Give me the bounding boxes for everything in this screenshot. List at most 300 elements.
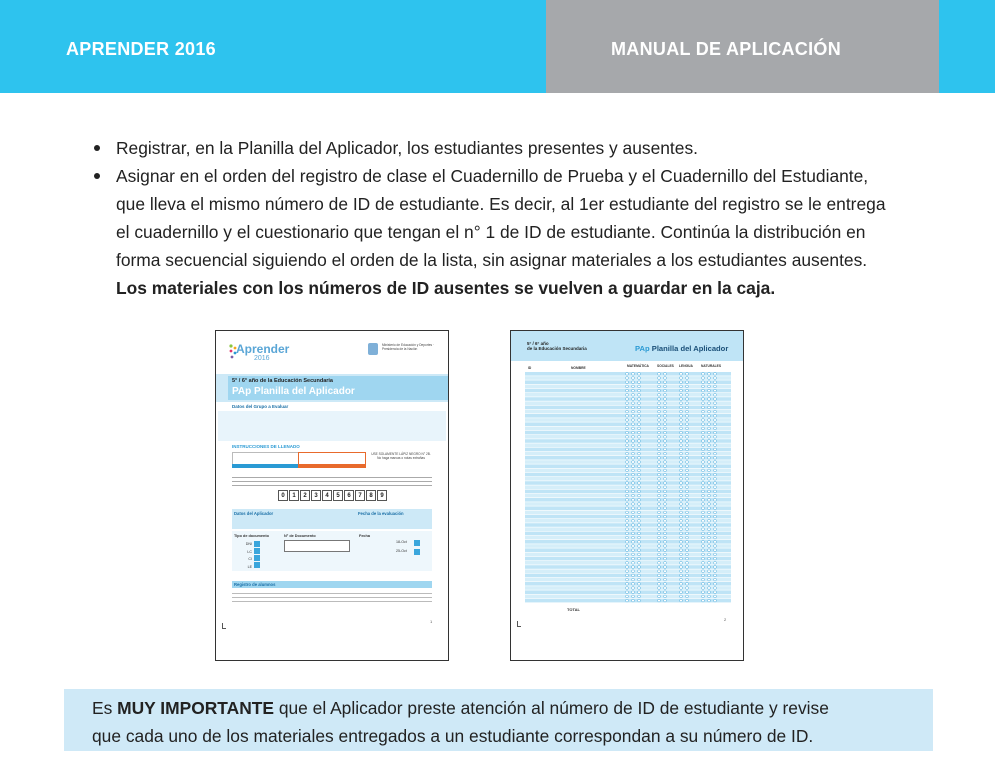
answer-bubble — [708, 536, 711, 539]
answer-bubble — [708, 553, 711, 556]
student-grid — [511, 331, 743, 631]
digit-box: 6 — [344, 490, 354, 501]
answer-bubble — [664, 561, 667, 564]
answer-bubble — [626, 465, 629, 468]
col-id: ID — [528, 366, 532, 370]
answer-bubble — [638, 503, 641, 506]
answer-bubble — [702, 494, 705, 497]
answer-bubble — [626, 482, 629, 485]
answer-bubble — [638, 599, 641, 602]
answer-bubble — [664, 398, 667, 401]
answer-bubble — [626, 419, 629, 422]
answer-bubble — [702, 574, 705, 577]
answer-bubble — [638, 519, 641, 522]
registro-text-lines — [232, 593, 432, 605]
answer-bubble — [638, 498, 641, 501]
answer-bubble — [714, 574, 717, 577]
answer-bubble — [626, 507, 629, 510]
answer-bubble — [714, 536, 717, 539]
col-nombre: NOMBRE — [571, 366, 586, 370]
answer-bubble — [626, 515, 629, 518]
answer-bubble — [626, 553, 629, 556]
answer-bubble — [664, 427, 667, 430]
answer-bubble — [714, 381, 717, 384]
answer-bubble — [626, 427, 629, 430]
answer-bubble — [626, 561, 629, 564]
answer-bubble — [686, 540, 689, 543]
answer-bubble — [658, 494, 661, 497]
answer-bubble — [686, 398, 689, 401]
answer-bubble — [686, 448, 689, 451]
answer-bubble — [708, 582, 711, 585]
answer-bubble — [632, 482, 635, 485]
answer-bubble — [658, 578, 661, 581]
answer-bubble — [708, 532, 711, 535]
answer-bubble — [686, 561, 689, 564]
answer-bubble — [702, 372, 705, 375]
answer-bubble — [686, 519, 689, 522]
date-option: 25-Oct — [396, 549, 407, 553]
registro-label: Registro de alumnos — [234, 582, 276, 587]
answer-bubble — [686, 486, 689, 489]
answer-bubble — [714, 377, 717, 380]
answer-bubble — [658, 406, 661, 409]
answer-bubble — [680, 393, 683, 396]
answer-bubble — [626, 406, 629, 409]
planilla-cover-thumbnail — [215, 330, 449, 661]
answer-bubble — [638, 574, 641, 577]
answer-bubble — [680, 427, 683, 430]
bullet-icon — [94, 145, 100, 151]
answer-bubble — [638, 456, 641, 459]
answer-bubble — [658, 561, 661, 564]
grade-line: de la Educación Secundaria — [527, 346, 587, 351]
answer-bubble — [632, 595, 635, 598]
checkbox-icon — [414, 540, 420, 546]
answer-bubble — [702, 398, 705, 401]
answer-bubble — [658, 536, 661, 539]
answer-bubble — [708, 528, 711, 531]
answer-bubble — [714, 410, 717, 413]
answer-bubble — [708, 549, 711, 552]
answer-bubble — [680, 465, 683, 468]
digit-box: 2 — [300, 490, 310, 501]
answer-bubble — [686, 545, 689, 548]
answer-bubble — [702, 503, 705, 506]
answer-bubble — [632, 549, 635, 552]
answer-bubble — [686, 532, 689, 535]
answer-bubble — [626, 456, 629, 459]
answer-bubble — [632, 528, 635, 531]
answer-bubble — [702, 377, 705, 380]
answer-bubble — [680, 561, 683, 564]
answer-bubble — [638, 398, 641, 401]
answer-bubble — [658, 528, 661, 531]
form-title — [232, 386, 355, 397]
answer-bubble — [632, 372, 635, 375]
answer-bubble — [680, 486, 683, 489]
answer-bubble — [632, 393, 635, 396]
answer-bubble — [658, 557, 661, 560]
answer-bubble — [638, 452, 641, 455]
answer-bubble — [658, 595, 661, 598]
answer-bubble — [686, 477, 689, 480]
digit-box: 7 — [355, 490, 365, 501]
answer-bubble — [708, 591, 711, 594]
answer-bubble — [638, 549, 641, 552]
answer-bubble — [714, 389, 717, 392]
answer-bubble — [632, 574, 635, 577]
answer-bubble — [638, 414, 641, 417]
answer-bubble — [664, 498, 667, 501]
answer-bubble — [702, 414, 705, 417]
answer-bubble — [632, 591, 635, 594]
answer-bubble — [708, 377, 711, 380]
answer-bubble — [626, 473, 629, 476]
answer-bubble — [664, 494, 667, 497]
answer-bubble — [632, 385, 635, 388]
answer-bubble — [638, 570, 641, 573]
answer-bubble — [680, 587, 683, 590]
answer-bubble — [686, 456, 689, 459]
answer-bubble — [664, 406, 667, 409]
answer-bubble — [714, 599, 717, 602]
answer-bubble — [714, 595, 717, 598]
answer-bubble — [708, 494, 711, 497]
answer-bubble — [686, 507, 689, 510]
answer-bubble — [686, 431, 689, 434]
answer-bubble — [702, 582, 705, 585]
answer-bubble — [708, 561, 711, 564]
instruction-list — [90, 134, 950, 302]
answer-bubble — [680, 410, 683, 413]
answer-bubble — [658, 385, 661, 388]
answer-bubble — [626, 591, 629, 594]
answer-bubble — [714, 477, 717, 480]
answer-bubble — [626, 410, 629, 413]
answer-bubble — [626, 393, 629, 396]
answer-bubble — [714, 427, 717, 430]
answer-bubble — [626, 566, 629, 569]
answer-bubble — [714, 545, 717, 548]
answer-bubble — [686, 574, 689, 577]
answer-bubble — [664, 587, 667, 590]
answer-bubble — [702, 540, 705, 543]
answer-bubble — [680, 570, 683, 573]
answer-bubble — [680, 595, 683, 598]
answer-bubble — [664, 490, 667, 493]
answer-bubble — [714, 515, 717, 518]
answer-bubble — [658, 570, 661, 573]
checkbox-icon — [254, 541, 260, 547]
answer-bubble — [638, 406, 641, 409]
answer-bubble — [708, 473, 711, 476]
answer-bubble — [626, 486, 629, 489]
answer-bubble — [626, 570, 629, 573]
answer-bubble — [638, 587, 641, 590]
answer-bubble — [658, 503, 661, 506]
answer-bubble — [708, 557, 711, 560]
answer-bubble — [626, 461, 629, 464]
answer-bubble — [680, 553, 683, 556]
answer-bubble — [664, 431, 667, 434]
answer-bubble — [714, 519, 717, 522]
answer-bubble — [708, 599, 711, 602]
answer-bubble — [632, 389, 635, 392]
answer-bubble — [658, 532, 661, 535]
answer-bubble — [658, 456, 661, 459]
answer-bubble — [714, 444, 717, 447]
answer-bubble — [638, 448, 641, 451]
answer-bubble — [702, 599, 705, 602]
answer-bubble — [680, 419, 683, 422]
answer-bubble — [638, 511, 641, 514]
answer-bubble — [714, 507, 717, 510]
answer-bubble — [714, 582, 717, 585]
answer-bubble — [664, 377, 667, 380]
answer-bubble — [658, 482, 661, 485]
answer-bubble — [686, 528, 689, 531]
answer-bubble — [714, 372, 717, 375]
answer-bubble — [702, 385, 705, 388]
answer-bubble — [680, 490, 683, 493]
answer-bubble — [626, 536, 629, 539]
answer-bubble — [658, 389, 661, 392]
answer-bubble — [714, 402, 717, 405]
answer-bubble — [626, 414, 629, 417]
answer-bubble — [658, 461, 661, 464]
answer-bubble — [638, 515, 641, 518]
answer-bubble — [626, 532, 629, 535]
col-matematica: MATEMÁTICA — [627, 364, 649, 368]
answer-bubble — [632, 410, 635, 413]
answer-bubble — [664, 444, 667, 447]
answer-bubble — [686, 452, 689, 455]
answer-bubble — [708, 393, 711, 396]
answer-bubble — [702, 465, 705, 468]
answer-bubble — [680, 431, 683, 434]
answer-bubble — [638, 440, 641, 443]
answer-bubble — [714, 503, 717, 506]
total-label: TOTAL — [567, 607, 580, 612]
answer-bubble — [686, 410, 689, 413]
answer-bubble — [708, 578, 711, 581]
answer-bubble — [714, 452, 717, 455]
answer-bubble — [658, 398, 661, 401]
answer-bubble — [714, 511, 717, 514]
answer-bubble — [632, 431, 635, 434]
answer-bubble — [664, 482, 667, 485]
answer-bubble — [708, 570, 711, 573]
answer-bubble — [714, 482, 717, 485]
bullet-text: el cuadernillo y el cuestionario que tengan el n° 1 de ID de estudiante. Continúa la distribución en — [116, 222, 866, 242]
digit-row — [278, 490, 388, 501]
answer-bubble — [708, 524, 711, 527]
doc-type: CI — [248, 557, 252, 561]
answer-bubble — [702, 519, 705, 522]
answer-bubble — [686, 503, 689, 506]
answer-bubble — [714, 486, 717, 489]
answer-bubble — [658, 444, 661, 447]
answer-bubble — [658, 507, 661, 510]
answer-bubble — [702, 482, 705, 485]
answer-bubble — [686, 377, 689, 380]
answer-bubble — [632, 494, 635, 497]
answer-bubble — [702, 587, 705, 590]
answer-bubble — [638, 578, 641, 581]
answer-bubble — [680, 545, 683, 548]
answer-bubble — [686, 582, 689, 585]
col-lengua: LENGUA — [679, 364, 693, 368]
answer-bubble — [658, 469, 661, 472]
answer-bubble — [638, 582, 641, 585]
answer-bubble — [664, 477, 667, 480]
date-option: 18-Oct — [396, 540, 407, 544]
answer-bubble — [664, 557, 667, 560]
answer-bubble — [658, 599, 661, 602]
answer-bubble — [686, 553, 689, 556]
answer-bubble — [708, 427, 711, 430]
answer-bubble — [708, 574, 711, 577]
answer-bubble — [632, 456, 635, 459]
answer-bubble — [626, 448, 629, 451]
answer-bubble — [714, 456, 717, 459]
answer-bubble — [664, 465, 667, 468]
answer-bubble — [708, 406, 711, 409]
answer-bubble — [686, 570, 689, 573]
answer-bubble — [680, 444, 683, 447]
answer-bubble — [664, 503, 667, 506]
answer-bubble — [632, 578, 635, 581]
answer-bubble — [702, 532, 705, 535]
answer-bubble — [686, 414, 689, 417]
answer-bubble — [638, 507, 641, 510]
answer-bubble — [638, 490, 641, 493]
answer-bubble — [638, 524, 641, 527]
digit-box: 1 — [289, 490, 299, 501]
lapiz-note: USE SOLAMENTE LÁPIZ NEGRO N° 2B. No haga marcas o notas extrañas — [371, 452, 431, 460]
answer-bubble — [632, 477, 635, 480]
answer-bubble — [686, 511, 689, 514]
answer-bubble — [702, 389, 705, 392]
answer-bubble — [708, 540, 711, 543]
answer-bubble — [702, 490, 705, 493]
answer-bubble — [664, 423, 667, 426]
answer-bubble — [714, 498, 717, 501]
answer-bubble — [638, 381, 641, 384]
answer-bubble — [714, 490, 717, 493]
answer-bubble — [708, 482, 711, 485]
grade-line: 5° / 6° año — [527, 341, 549, 346]
answer-bubble — [638, 435, 641, 438]
answer-bubble — [680, 536, 683, 539]
answer-bubble — [658, 574, 661, 577]
answer-bubble — [638, 389, 641, 392]
answer-bubble — [702, 393, 705, 396]
answer-bubble — [714, 465, 717, 468]
answer-bubble — [702, 498, 705, 501]
answer-bubble — [680, 448, 683, 451]
grade-label: 5° / 6° año de la Educación Secundaria — [232, 378, 333, 384]
answer-bubble — [680, 372, 683, 375]
answer-bubble — [664, 566, 667, 569]
answer-bubble — [638, 461, 641, 464]
answer-bubble — [708, 507, 711, 510]
answer-bubble — [708, 402, 711, 405]
answer-bubble — [702, 578, 705, 581]
answer-bubble — [664, 570, 667, 573]
answer-bubble — [626, 519, 629, 522]
answer-bubble — [664, 469, 667, 472]
answer-bubble — [632, 536, 635, 539]
answer-bubble — [632, 423, 635, 426]
answer-bubble — [632, 381, 635, 384]
digit-box: 4 — [322, 490, 332, 501]
list-item — [90, 134, 950, 162]
answer-bubble — [664, 414, 667, 417]
answer-bubble — [680, 461, 683, 464]
answer-bubble — [626, 398, 629, 401]
answer-bubble — [680, 385, 683, 388]
instrucciones-label: INSTRUCCIONES DE LLENADO — [232, 444, 300, 449]
answer-bubble — [702, 477, 705, 480]
answer-bubble — [708, 435, 711, 438]
answer-bubble — [638, 595, 641, 598]
answer-bubble — [714, 461, 717, 464]
answer-bubble — [626, 503, 629, 506]
answer-bubble — [664, 461, 667, 464]
answer-bubble — [686, 444, 689, 447]
answer-bubble — [680, 557, 683, 560]
answer-bubble — [658, 524, 661, 527]
callout-emphasis: MUY IMPORTANTE — [117, 698, 274, 718]
answer-bubble — [680, 532, 683, 535]
answer-bubble — [658, 414, 661, 417]
marca-correcta-bar — [232, 464, 298, 468]
aprender-logo-text: Aprender — [236, 342, 290, 356]
col-sociales: SOCIALES — [657, 364, 674, 368]
answer-bubble — [702, 440, 705, 443]
answer-bubble — [686, 461, 689, 464]
answer-bubble — [632, 561, 635, 564]
answer-bubble — [658, 410, 661, 413]
answer-bubble — [686, 427, 689, 430]
answer-bubble — [708, 519, 711, 522]
answer-bubble — [658, 465, 661, 468]
answer-bubble — [658, 515, 661, 518]
bullet-text: Registrar, en la Planilla del Aplicador, los estudiantes presentes y ausentes. — [116, 138, 698, 158]
answer-bubble — [626, 469, 629, 472]
answer-bubble — [658, 452, 661, 455]
pap-label: PAp — [232, 386, 252, 397]
planilla-list-thumbnail — [510, 330, 744, 661]
answer-bubble — [714, 393, 717, 396]
answer-bubble — [702, 549, 705, 552]
fecha-label: Fecha — [359, 534, 370, 538]
answer-bubble — [626, 540, 629, 543]
answer-bubble — [680, 377, 683, 380]
answer-bubble — [714, 528, 717, 531]
answer-bubble — [638, 377, 641, 380]
answer-bubble — [638, 532, 641, 535]
answer-bubble — [708, 566, 711, 569]
answer-bubble — [686, 599, 689, 602]
answer-bubble — [680, 599, 683, 602]
answer-bubble — [714, 591, 717, 594]
header-right-title: MANUAL DE APLICACIÓN — [611, 39, 841, 59]
bullet-text: Asignar en el orden del registro de clase el Cuadernillo de Prueba y el Cuadernillo del Estudiante, — [116, 166, 869, 186]
answer-bubble — [664, 545, 667, 548]
